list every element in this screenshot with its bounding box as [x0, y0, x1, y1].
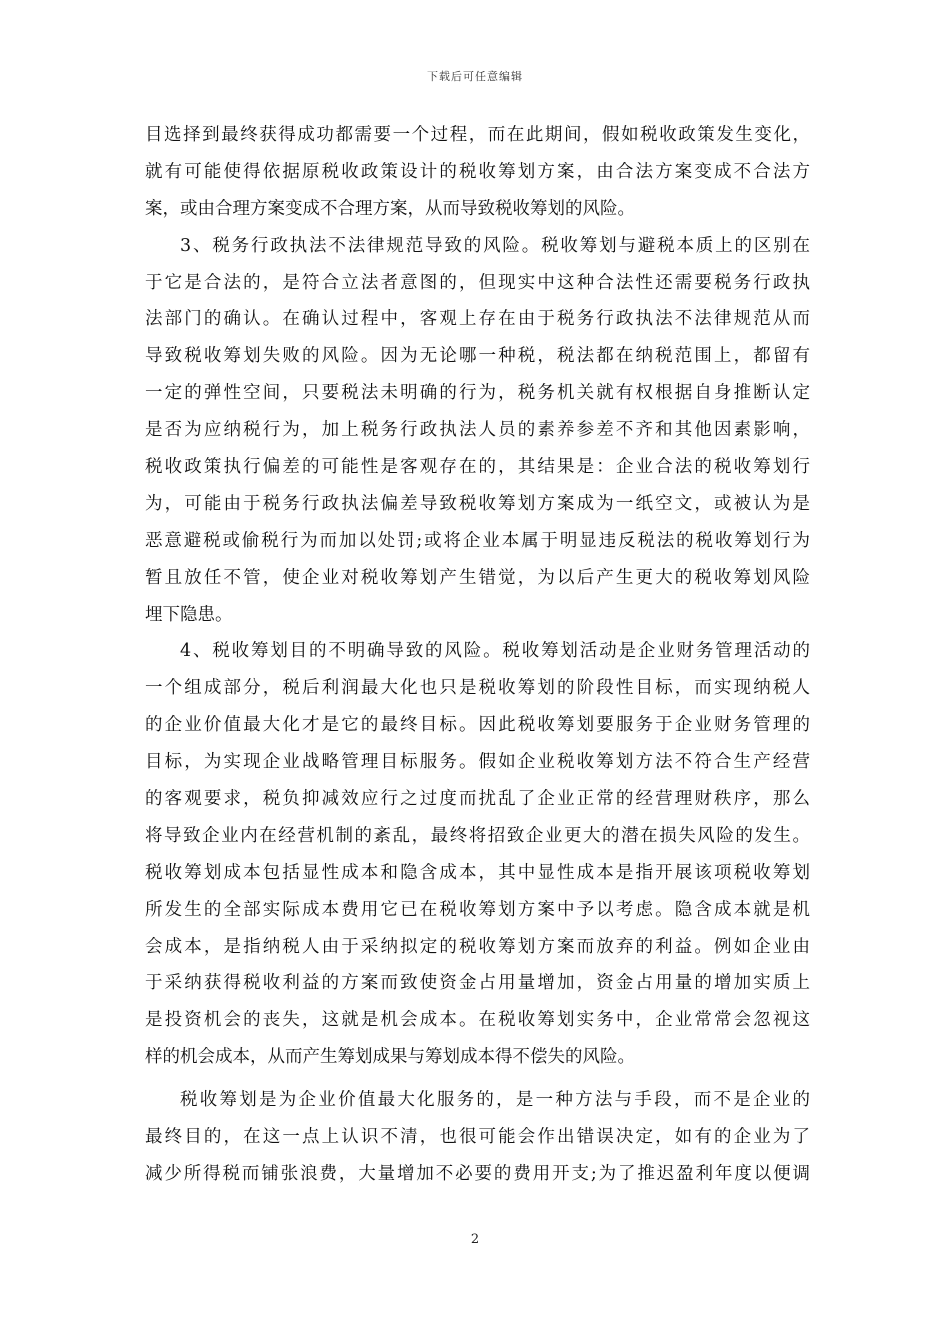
text-line: 样的机会成本，从而产生筹划成果与筹划成本得不偿失的风险。	[145, 1047, 635, 1068]
text-line: 的客观要求，税负抑减效应行之过度而扰乱了企业正常的经营理财秩序，那么	[145, 789, 810, 810]
text-line: 税收筹划是为企业价值最大化服务的，是一种方法与手段，而不是企业的	[180, 1090, 810, 1111]
text-line: 埋下隐患。	[145, 604, 233, 625]
text-line: 税收政策执行偏差的可能性是客观存在的，其结果是：企业合法的税收筹划行	[145, 457, 810, 478]
text-line: 是投资机会的丧失，这就是机会成本。在税收筹划实务中，企业常常会忽视这	[145, 1010, 810, 1031]
page-header: 下载后可任意编辑	[427, 70, 523, 83]
paragraph	[145, 228, 810, 634]
text-line: 目选择到最终获得成功都需要一个过程，而在此期间，假如税收政策发生变化，	[145, 125, 810, 145]
text-line: 目标，为实现企业战略管理目标服务。假如企业税收筹划方法不符合生产经营	[145, 752, 810, 773]
paragraph	[145, 117, 810, 228]
text-line: 于它是合法的，是符合立法者意图的，但现实中这种合法性还需要税务行政执	[145, 272, 810, 293]
text-line: 为，可能由于税务行政执法偏差导致税收筹划方案成为一纸空文，或被认为是	[145, 493, 810, 514]
document-body	[145, 117, 810, 1193]
text-line: 案，或由合理方案变成不合理方案，从而导致税收筹划的风险。	[145, 198, 635, 219]
text-line: 所发生的全部实际成本费用它已在税收筹划方案中予以考虑。隐含成本就是机	[145, 899, 810, 920]
paragraph	[145, 633, 810, 1076]
text-line: 3、税务行政执法不法律规范导致的风险。税收筹划与避税本质上的区别在	[180, 235, 810, 256]
text-line: 暂且放任不管，使企业对税收筹划产生错觉，为以后产生更大的税收筹划风险	[145, 567, 810, 588]
text-line: 减少所得税而铺张浪费，大量增加不必要的费用开支;为了推迟盈利年度以便调	[145, 1163, 810, 1184]
text-line: 最终目的，在这一点上认识不清，也很可能会作出错误决定，如有的企业为了	[145, 1127, 810, 1148]
text-line: 4、税收筹划目的不明确导致的风险。税收筹划活动是企业财务管理活动的	[180, 641, 810, 662]
text-line: 法部门的确认。在确认过程中，客观上存在由于税务行政执法不法律规范从而	[145, 309, 810, 330]
page-number: 2	[470, 1232, 480, 1247]
text-line: 会成本，是指纳税人由于采纳拟定的税收筹划方案而放弃的利益。例如企业由	[145, 936, 810, 957]
paragraph	[145, 1082, 810, 1193]
text-line: 一定的弹性空间，只要税法未明确的行为，税务机关就有权根据自身推断认定	[145, 383, 810, 404]
text-line: 税收筹划成本包括显性成本和隐含成本，其中显性成本是指开展该项税收筹划	[145, 862, 810, 883]
text-line: 就有可能使得依据原税收政策设计的税收筹划方案，由合法方案变成不合法方	[145, 161, 810, 182]
text-line: 将导致企业内在经营机制的紊乱，最终将招致企业更大的潜在损失风险的发生。	[145, 825, 810, 846]
text-line: 于采纳获得税收利益的方案而致使资金占用量增加，资金占用量的增加实质上	[145, 973, 810, 994]
text-line: 导致税收筹划失败的风险。因为无论哪一种税，税法都在纳税范围上，都留有	[145, 346, 810, 367]
text-line: 一个组成部分，税后利润最大化也只是税收筹划的阶段性目标，而实现纳税人	[145, 678, 810, 699]
text-line: 恶意避税或偷税行为而加以处罚;或将企业本属于明显违反税法的税收筹划行为	[145, 530, 810, 551]
text-line: 的企业价值最大化才是它的最终目标。因此税收筹划要服务于企业财务管理的	[145, 715, 810, 736]
text-line: 是否为应纳税行为，加上税务行政执法人员的素养参差不齐和其他因素影响，	[145, 420, 810, 441]
